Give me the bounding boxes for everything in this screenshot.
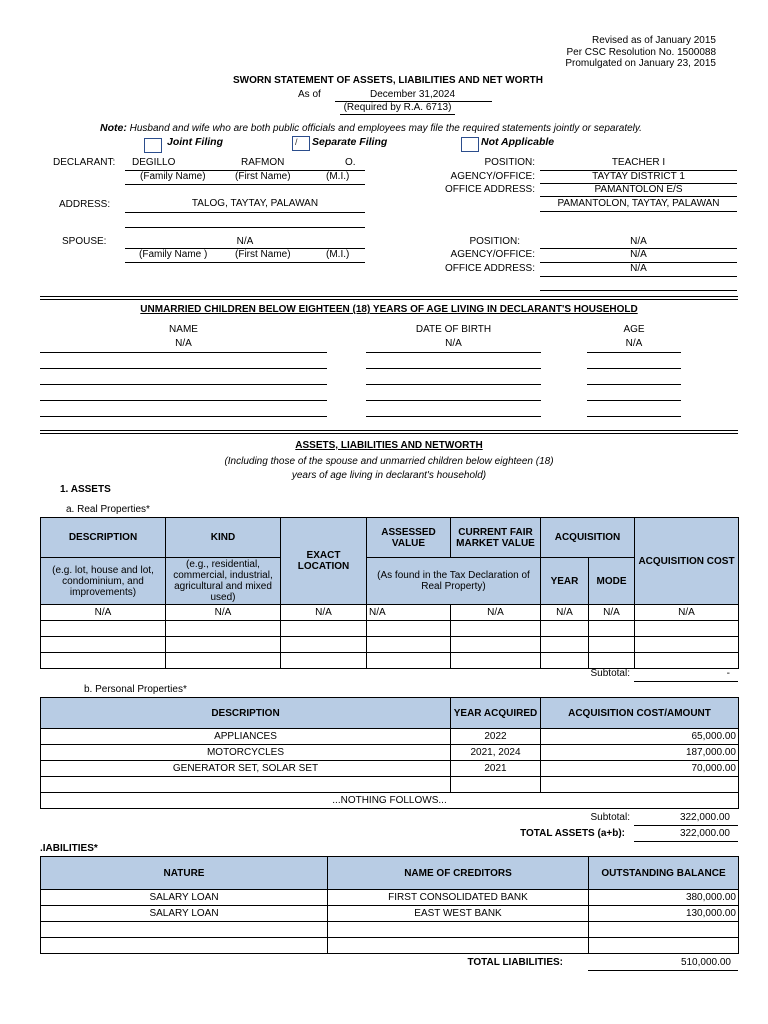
- real-property-cell: [281, 653, 367, 669]
- liability-row: [41, 922, 739, 938]
- real-property-row: [41, 605, 739, 621]
- real-property-cell: [367, 653, 451, 669]
- personal-property-cell: 2022: [451, 729, 541, 745]
- real-properties-heading: a. Real Properties*: [66, 504, 150, 515]
- personal-property-row: [41, 729, 739, 745]
- office-address-underline: [540, 196, 737, 197]
- liability-cell: [328, 938, 589, 954]
- real-property-cell: [281, 637, 367, 653]
- document-title: SWORN STATEMENT OF ASSETS, LIABILITIES AND NET WORTH: [233, 75, 543, 86]
- personal-property-cell: 187,000.00: [541, 745, 739, 761]
- pp-nothing-follows: ...NOTHING FOLLOWS...: [41, 793, 739, 809]
- real-property-cell: N/A: [166, 605, 281, 621]
- real-property-cell: [281, 621, 367, 637]
- spouse-first-caption: (First Name): [235, 249, 291, 260]
- liabilities-table: [40, 856, 739, 954]
- child-entry-line: [366, 384, 541, 385]
- personal-property-cell: [541, 777, 739, 793]
- real-property-cell: N/A: [635, 605, 739, 621]
- spouse-name: N/A: [236, 236, 254, 247]
- real-property-cell: [635, 621, 739, 637]
- child-entry-line: [366, 352, 541, 353]
- personal-properties-heading: b. Personal Properties*: [84, 684, 187, 695]
- family-name-caption: (Family Name): [140, 171, 206, 182]
- pp-subtotal-value: 322,000.00: [679, 812, 730, 823]
- real-property-row: [41, 621, 739, 637]
- not-applicable-label: Not Applicable: [481, 136, 555, 148]
- declarant-address: TALOG, TAYTAY, PALAWAN: [191, 198, 319, 209]
- total-liabilities-value: 510,000.00: [680, 957, 731, 968]
- rp-subtotal-value: -: [726, 668, 730, 679]
- declarant-office-address-line1: PAMANTOLON E/S: [594, 184, 683, 195]
- real-property-row: [41, 653, 739, 669]
- declarant-agency: TAYTAY DISTRICT 1: [592, 171, 685, 182]
- personal-property-cell: [451, 777, 541, 793]
- personal-properties-table: [40, 697, 739, 809]
- rp-subheader-description: (e.g. lot, house and lot, condominium, and improvements): [41, 558, 166, 605]
- personal-property-cell: 70,000.00: [541, 761, 739, 777]
- rp-header-year: YEAR: [541, 558, 589, 605]
- child-entry-line: [366, 400, 541, 401]
- children-dob-header: DATE OF BIRTH: [415, 324, 492, 335]
- rp-header-cost: ACQUISITION COST: [635, 518, 739, 605]
- rp-header-location: EXACT LOCATION: [281, 518, 367, 605]
- liability-cell: [41, 938, 328, 954]
- total-liabilities-label: TOTAL LIABILITIES:: [467, 957, 563, 968]
- separate-filing-checkbox[interactable]: [292, 136, 310, 151]
- pp-header-description: DESCRIPTION: [41, 698, 451, 729]
- liability-row: [41, 906, 739, 922]
- personal-property-row: [41, 777, 739, 793]
- section-divider: [40, 296, 738, 300]
- real-property-cell: [589, 621, 635, 637]
- rp-subtotal-underline: [634, 681, 738, 682]
- not-applicable-checkbox[interactable]: [461, 137, 479, 152]
- real-property-cell: [589, 653, 635, 669]
- separate-filing-label: Separate Filing: [312, 136, 388, 148]
- rp-header-kind: KIND: [166, 518, 281, 558]
- rp-header-acquisition: ACQUISITION: [541, 518, 635, 558]
- personal-property-row: [41, 761, 739, 777]
- spouse-position: N/A: [630, 236, 647, 247]
- section-divider-2: [40, 430, 738, 434]
- liability-cell: [589, 938, 739, 954]
- child-entry-line: [40, 352, 327, 353]
- promulgation-date: Promulgated on January 23, 2015: [565, 58, 716, 69]
- real-property-row: [41, 637, 739, 653]
- spouse-position-label: POSITION:: [469, 236, 520, 247]
- pp-header-year: YEAR ACQUIRED: [451, 698, 541, 729]
- spouse-office-underline: [540, 276, 737, 277]
- child-entry-line: [587, 384, 681, 385]
- real-property-cell: N/A: [451, 605, 541, 621]
- note-label: Note:: [100, 122, 127, 134]
- real-property-cell: [41, 637, 166, 653]
- real-property-cell: [451, 621, 541, 637]
- child-entry-line: [40, 384, 327, 385]
- spouse-office-underline-2: [540, 290, 737, 291]
- assets-section-subtitle-2: years of age living in declarant's household): [291, 470, 487, 481]
- assets-section-subtitle-1: (Including those of the spouse and unmarried children below eighteen (18): [224, 456, 554, 467]
- liability-cell: SALARY LOAN: [41, 906, 328, 922]
- real-property-cell: [635, 653, 739, 669]
- spouse-family-caption: (Family Name ): [139, 249, 208, 260]
- pp-subtotal-label: Subtotal:: [590, 812, 630, 823]
- total-assets-value: 322,000.00: [679, 828, 730, 839]
- child-entry-line: [40, 400, 327, 401]
- declarant-first-name: RAFMON: [241, 157, 285, 168]
- children-age-header: AGE: [623, 324, 645, 335]
- rp-header-assessed: ASSESSED VALUE: [367, 518, 451, 558]
- liability-cell: SALARY LOAN: [41, 890, 328, 906]
- declarant-position: TEACHER I: [611, 157, 666, 168]
- middle-initial-caption: (M.I.): [326, 171, 350, 182]
- real-property-cell: [41, 653, 166, 669]
- caption-underline: [125, 184, 365, 185]
- personal-property-cell: 2021, 2024: [451, 745, 541, 761]
- child-entry-line: [587, 368, 681, 369]
- real-property-cell: [166, 637, 281, 653]
- child-entry-line: [587, 416, 681, 417]
- declarant-label: DECLARANT:: [53, 157, 116, 168]
- address-label: ADDRESS:: [59, 199, 111, 210]
- rp-subheader-kind: (e.g., residential, commercial, industrial, agricultural and mixed used): [166, 558, 281, 605]
- declarant-family-name: DEGILLO: [132, 157, 176, 168]
- liab-header-nature: NATURE: [41, 857, 328, 890]
- liability-cell: FIRST CONSOLIDATED BANK: [328, 890, 589, 906]
- liab-header-creditors: NAME OF CREDITORS: [328, 857, 589, 890]
- as-of-label: As of: [298, 89, 321, 100]
- real-property-cell: [541, 653, 589, 669]
- real-property-cell: [41, 621, 166, 637]
- rp-subtotal-label: Subtotal:: [590, 668, 630, 679]
- real-property-cell: [589, 637, 635, 653]
- spouse-caption-underline: [125, 262, 365, 263]
- as-of-date: December 31,2024: [369, 89, 456, 100]
- spouse-office-address: N/A: [630, 263, 647, 274]
- address-underline: [125, 212, 365, 213]
- real-property-cell: [451, 653, 541, 669]
- real-property-cell: [166, 653, 281, 669]
- real-property-cell: N/A: [41, 605, 166, 621]
- personal-property-cell: APPLIANCES: [41, 729, 451, 745]
- joint-filing-checkbox[interactable]: [144, 138, 162, 153]
- personal-property-cell: MOTORCYCLES: [41, 745, 451, 761]
- real-property-cell: [367, 637, 451, 653]
- first-name-caption: (First Name): [235, 171, 291, 182]
- child-entry-line: [40, 368, 327, 369]
- children-name-header: NAME: [169, 324, 198, 335]
- real-property-cell: [166, 621, 281, 637]
- child-entry-line: [366, 368, 541, 369]
- child-dob: N/A: [445, 338, 462, 349]
- separate-filing-check-mark: /: [295, 137, 298, 147]
- rp-subheader-tax: (As found in the Tax Declaration of Real Property): [367, 558, 541, 605]
- assets-section-title: ASSETS, LIABILITIES AND NETWORTH: [295, 440, 483, 451]
- liabilities-heading: .IABILITIES*: [40, 843, 98, 854]
- liability-cell: 380,000.00: [589, 890, 739, 906]
- address-underline-2: [125, 227, 365, 228]
- spouse-office-label: OFFICE ADDRESS:: [444, 263, 535, 274]
- office-address-underline-2: [540, 211, 737, 212]
- liability-row: [41, 938, 739, 954]
- child-age: N/A: [625, 338, 643, 349]
- real-property-cell: [541, 621, 589, 637]
- liab-header-balance: OUTSTANDING BALANCE: [589, 857, 739, 890]
- real-property-cell: [635, 637, 739, 653]
- spouse-agency: N/A: [630, 249, 647, 260]
- child-entry-line: [40, 416, 327, 417]
- children-section-title: UNMARRIED CHILDREN BELOW EIGHTEEN (18) YEARS OF AGE LIVING IN DECLARANT'S HOUSEHOLD: [140, 304, 638, 315]
- real-property-cell: N/A: [541, 605, 589, 621]
- spouse-label: SPOUSE:: [62, 236, 107, 247]
- required-underline: [340, 114, 455, 115]
- declarant-middle-initial: O.: [345, 157, 356, 168]
- liability-cell: [589, 922, 739, 938]
- real-property-cell: [541, 637, 589, 653]
- total-liabilities-underline: [588, 970, 738, 971]
- pp-subtotal-underline: [634, 825, 738, 826]
- real-property-cell: N/A: [367, 605, 451, 621]
- rp-header-mode: MODE: [589, 558, 635, 605]
- personal-property-row: [41, 745, 739, 761]
- rp-header-description: DESCRIPTION: [41, 518, 166, 558]
- revision-note: Revised as of January 2015: [592, 35, 716, 46]
- real-property-cell: N/A: [589, 605, 635, 621]
- required-note: (Required by R.A. 6713): [343, 102, 452, 113]
- liability-cell: 130,000.00: [589, 906, 739, 922]
- liability-cell: EAST WEST BANK: [328, 906, 589, 922]
- real-property-cell: N/A: [281, 605, 367, 621]
- child-entry-line: [366, 416, 541, 417]
- pp-header-cost: ACQUISITION COST/AMOUNT: [541, 698, 739, 729]
- note-text: Husband and wife who are both public officials and employees may file the required statements jointly or separately.: [129, 123, 642, 134]
- real-properties-table: [40, 517, 739, 669]
- joint-filing-label: Joint Filing: [167, 136, 223, 148]
- spouse-agency-label: AGENCY/OFFICE:: [450, 249, 535, 260]
- spouse-mi-caption: (M.I.): [326, 249, 350, 260]
- child-entry-line: [587, 352, 681, 353]
- personal-property-cell: GENERATOR SET, SOLAR SET: [41, 761, 451, 777]
- total-assets-underline: [634, 841, 738, 842]
- rp-header-market: CURRENT FAIR MARKET VALUE: [451, 518, 541, 558]
- personal-property-cell: [41, 777, 451, 793]
- office-address-label: OFFICE ADDRESS:: [444, 184, 535, 195]
- position-label: POSITION:: [484, 157, 535, 168]
- real-property-cell: [451, 637, 541, 653]
- child-entry-line: [587, 400, 681, 401]
- real-property-cell: [367, 621, 451, 637]
- declarant-office-address-line2: PAMANTOLON, TAYTAY, PALAWAN: [557, 198, 720, 209]
- total-assets-label: TOTAL ASSETS (a+b):: [520, 828, 625, 839]
- assets-heading: 1. ASSETS: [60, 484, 111, 495]
- agency-label: AGENCY/OFFICE:: [450, 171, 535, 182]
- csc-resolution: Per CSC Resolution No. 1500088: [566, 46, 716, 58]
- personal-property-cell: 65,000.00: [541, 729, 739, 745]
- liability-cell: [328, 922, 589, 938]
- liability-row: [41, 890, 739, 906]
- liability-cell: [41, 922, 328, 938]
- child-name: N/A: [175, 338, 192, 349]
- personal-property-cell: 2021: [451, 761, 541, 777]
